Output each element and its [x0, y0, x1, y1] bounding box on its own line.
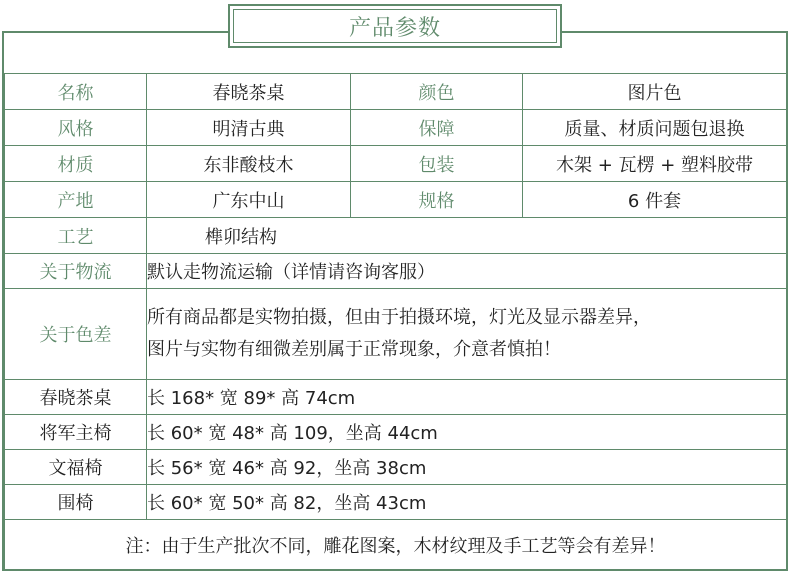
logistics-label: 关于物流 — [5, 254, 147, 289]
spec-row — [5, 146, 787, 182]
spec-label: 产地 — [5, 182, 147, 218]
page-title: 产品参数 — [233, 9, 557, 43]
spec-row — [5, 74, 787, 110]
spec-value: 图片色 — [523, 74, 787, 110]
craft-row — [5, 218, 787, 254]
title-box — [228, 4, 562, 48]
spec-value: 明清古典 — [147, 110, 351, 146]
spec-value: 广东中山 — [147, 182, 351, 218]
size-name: 文福椅 — [5, 450, 147, 485]
size-value: 长 56* 宽 46* 高 92，坐高 38cm — [147, 450, 787, 485]
color-diff-line: 图片与实物有细微差别属于正常现象，介意者慎拍！ — [147, 339, 561, 360]
size-name: 春晓茶桌 — [5, 380, 147, 415]
spec-label: 风格 — [5, 110, 147, 146]
note-row — [5, 520, 787, 570]
size-name: 围椅 — [5, 485, 147, 520]
size-value: 长 60* 宽 48* 高 109，坐高 44cm — [147, 415, 787, 450]
craft-value: 榫卯结构 — [147, 218, 787, 254]
spec-label: 颜色 — [351, 74, 523, 110]
size-name: 将军主椅 — [5, 415, 147, 450]
size-value: 长 60* 宽 50* 高 82，坐高 43cm — [147, 485, 787, 520]
spec-value: 木架 + 瓦楞 + 塑料胶带 — [523, 146, 787, 182]
spec-row — [5, 182, 787, 218]
size-row — [5, 415, 787, 450]
color-diff-text — [147, 289, 787, 380]
spec-value: 质量、材质问题包退换 — [523, 110, 787, 146]
note-text: 注：由于生产批次不同，雕花图案，木材纹理及手工艺等会有差异！ — [5, 520, 787, 570]
color-diff-row — [5, 289, 787, 380]
size-row — [5, 450, 787, 485]
logistics-value: 默认走物流运输（详情请咨询客服） — [147, 254, 787, 289]
spec-value: 东非酸枝木 — [147, 146, 351, 182]
spec-row — [5, 110, 787, 146]
logistics-row — [5, 254, 787, 289]
craft-label: 工艺 — [5, 218, 147, 254]
spec-label: 包装 — [351, 146, 523, 182]
spec-label: 名称 — [5, 74, 147, 110]
spec-value: 春晓茶桌 — [147, 74, 351, 110]
size-row — [5, 380, 787, 415]
spec-label: 材质 — [5, 146, 147, 182]
color-diff-label: 关于色差 — [5, 289, 147, 380]
spec-label: 保障 — [351, 110, 523, 146]
spec-label: 规格 — [351, 182, 523, 218]
size-row — [5, 485, 787, 520]
spec-table — [4, 73, 787, 570]
color-diff-line: 所有商品都是实物拍摄，但由于拍摄环境，灯光及显示器差异， — [147, 307, 651, 328]
size-value: 长 168* 宽 89* 高 74cm — [147, 380, 787, 415]
spec-value: 6 件套 — [523, 182, 787, 218]
